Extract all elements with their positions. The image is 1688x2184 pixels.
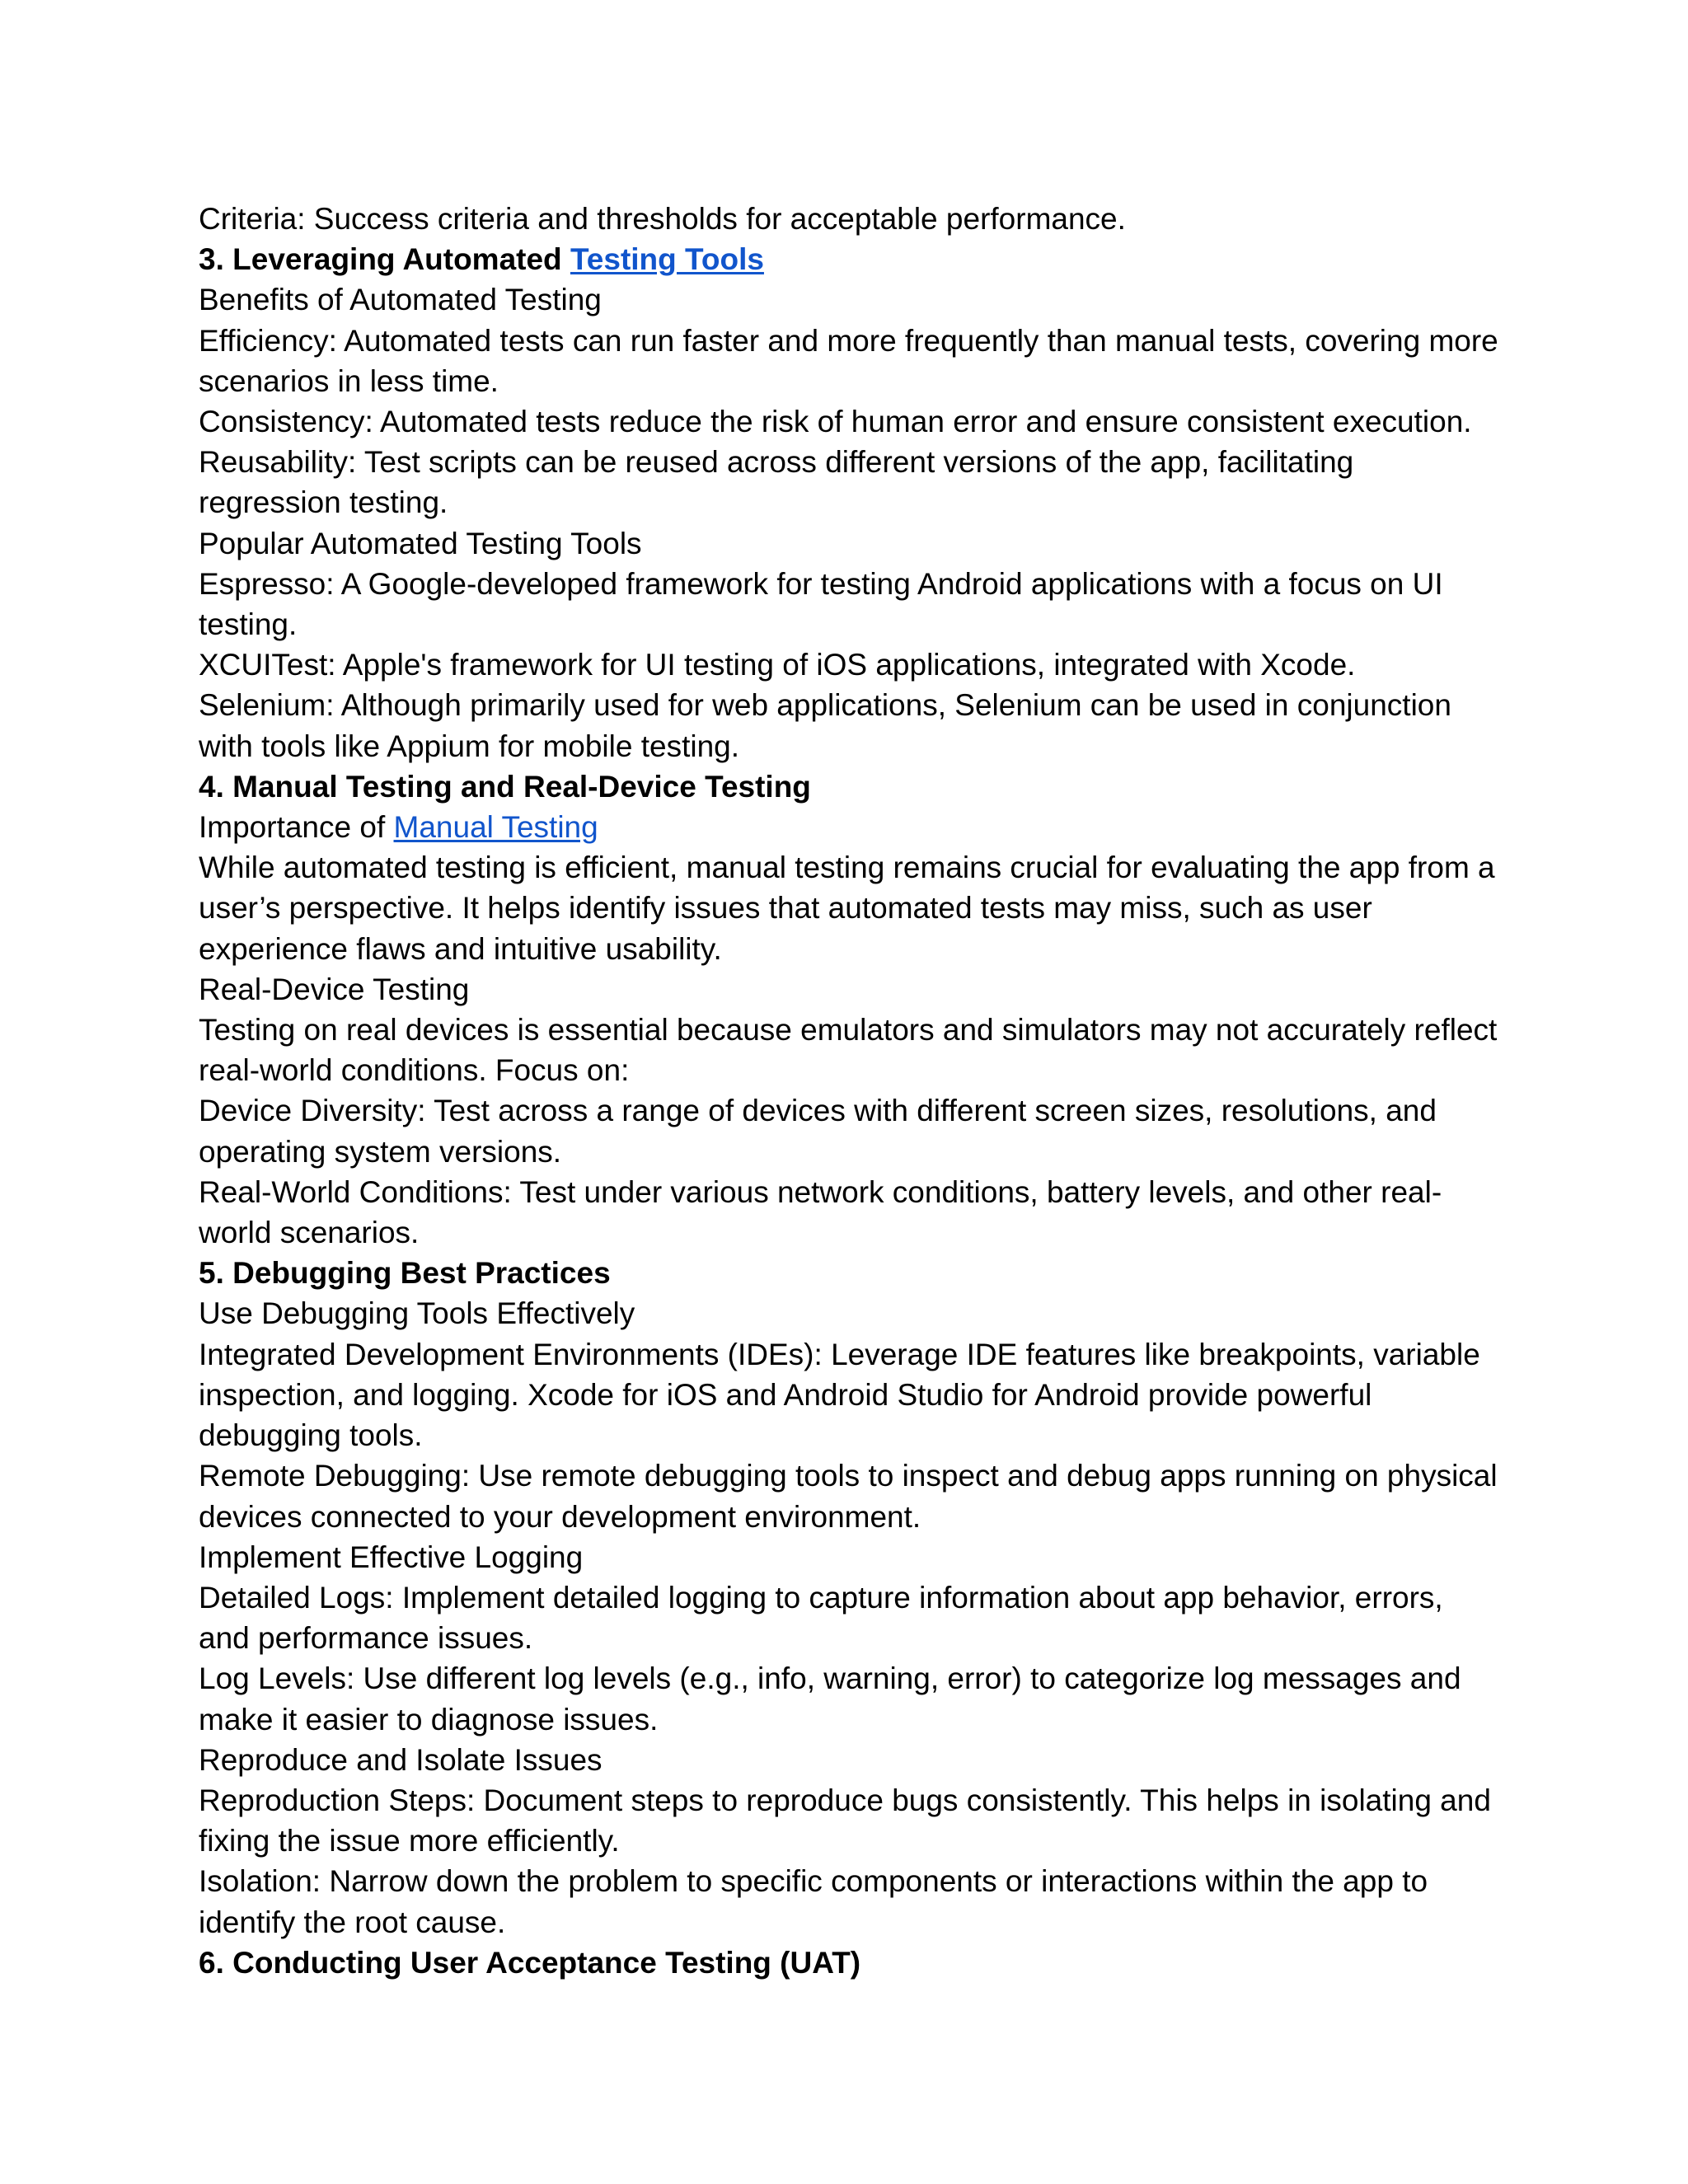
subheading-real-device: Real-Device Testing	[199, 972, 470, 1006]
heading-3	[199, 239, 1501, 279]
paragraph-isolation: Isolation: Narrow down the problem to specific components or interactions within the app to identify the root cause.	[199, 1864, 1428, 1939]
subheading-importance-text: Importance of	[199, 810, 394, 845]
paragraph-real-world-conditions: Real-World Conditions: Test under various network conditions, battery levels, and other real-world scenarios.	[199, 1174, 1442, 1250]
testing-tools-link[interactable]: Testing Tools	[570, 242, 764, 277]
heading-5: 5. Debugging Best Practices	[199, 1256, 611, 1291]
paragraph-reproduction-steps: Reproduction Steps: Document steps to reproduce bugs consistently. This helps in isolating and fixing the issue more efficiently.	[199, 1783, 1491, 1858]
paragraph-reusability: Reusability: Test scripts can be reused across different versions of the app, facilitating regression testing.	[199, 445, 1354, 520]
paragraph-efficiency: Efficiency: Automated tests can run faster and more frequently than manual tests, covering more scenarios in less time.	[199, 323, 1498, 398]
manual-testing-link[interactable]: Manual Testing	[393, 810, 598, 845]
subheading-importance	[199, 807, 1501, 847]
subheading-benefits: Benefits of Automated Testing	[199, 283, 602, 317]
paragraph-ide: Integrated Development Environments (IDEs): Leverage IDE features like breakpoints, variable inspection, and logging. Xcode for iOS and Android Studio for Android provide powerful debugging tools.	[199, 1337, 1480, 1453]
subheading-reproduce: Reproduce and Isolate Issues	[199, 1742, 603, 1777]
paragraph-xcuitest: XCUITest: Apple's framework for UI testing of iOS applications, integrated with Xcode.	[199, 648, 1356, 682]
heading-4: 4. Manual Testing and Real-Device Testing	[199, 769, 811, 804]
paragraph-manual-testing: While automated testing is efficient, manual testing remains crucial for evaluating the app from a user’s perspective. It helps identify issues that automated tests may miss, such as user experience flaws and intuitive usability.	[199, 851, 1495, 966]
paragraph-detailed-logs: Detailed Logs: Implement detailed logging to capture information about app behavior, errors, and performance issues.	[199, 1580, 1443, 1656]
paragraph-log-levels: Log Levels: Use different log levels (e.g., info, warning, error) to categorize log messages and make it easier to diagnose issues.	[199, 1661, 1461, 1736]
paragraph-device-diversity: Device Diversity: Test across a range of devices with different screen sizes, resolutions, and operating system versions.	[199, 1094, 1437, 1169]
paragraph-criteria: Criteria: Success criteria and thresholds for acceptable performance.	[199, 202, 1126, 236]
paragraph-real-device: Testing on real devices is essential because emulators and simulators may not accurately reflect real-world conditions. Focus on:	[199, 1013, 1498, 1088]
paragraph-espresso: Espresso: A Google-developed framework for testing Android applications with a focus on UI testing.	[199, 566, 1443, 642]
heading-6: 6. Conducting User Acceptance Testing (UAT)	[199, 1945, 861, 1980]
paragraph-selenium: Selenium: Although primarily used for web applications, Selenium can be used in conjunction with tools like Appium for mobile testing.	[199, 688, 1451, 763]
subheading-logging: Implement Effective Logging	[199, 1540, 584, 1574]
paragraph-consistency: Consistency: Automated tests reduce the risk of human error and ensure consistent execution.	[199, 405, 1472, 439]
paragraph-remote-debugging: Remote Debugging: Use remote debugging tools to inspect and debug apps running on physical devices connected to your development environment.	[199, 1459, 1498, 1534]
heading-3-text: 3. Leveraging Automated	[199, 242, 570, 277]
subheading-debugging-tools: Use Debugging Tools Effectively	[199, 1296, 635, 1331]
document-page	[199, 199, 1501, 1983]
subheading-popular-tools: Popular Automated Testing Tools	[199, 526, 642, 560]
